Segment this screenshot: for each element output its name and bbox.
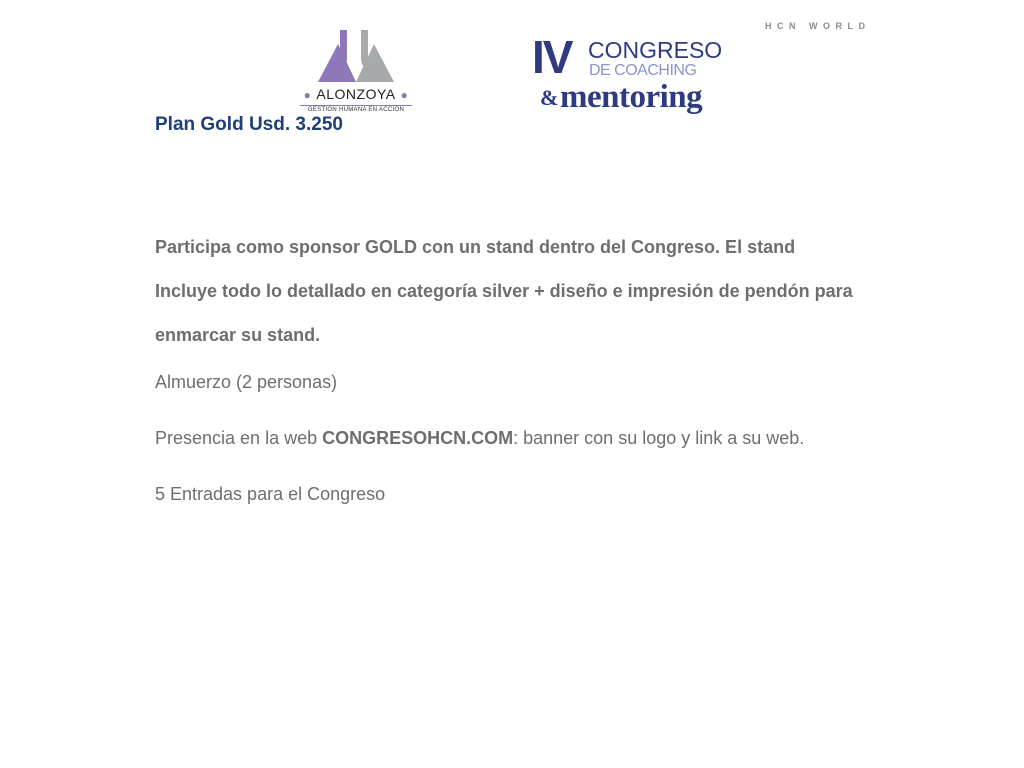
- congress-subtitle: DE COACHING: [589, 62, 697, 79]
- benefit-lunch: Almuerzo (2 personas): [155, 372, 338, 392]
- alonzoya-name: [296, 86, 416, 102]
- alonzoya-emblem-icon: [316, 28, 396, 84]
- bullet-icon: ●: [303, 88, 312, 102]
- alonzoya-tagline: GESTIÓN HUMANA EN ACCIÓN: [307, 107, 405, 113]
- alonzoya-divider: [300, 105, 412, 106]
- benefit-tickets: 5 Entradas para el Congreso: [155, 484, 386, 504]
- congress-word: CONGRESO: [588, 37, 723, 63]
- benefit-web-presence: [155, 428, 804, 449]
- alonzoya-logo: [296, 28, 416, 118]
- benefit-web-prefix: Presencia en la web: [155, 428, 323, 448]
- congress-logo: [532, 31, 742, 118]
- congress-mentoring: mentoring: [560, 79, 703, 115]
- congress-ampersand: &: [540, 85, 559, 110]
- bullet-icon: ●: [400, 88, 409, 102]
- plan-description: Participa como sponsor GOLD con un stand dentro del Congreso. El stand Incluye todo lo detallado en categoría silver + diseño e impresión de pendón para enmarcar su stand.: [155, 237, 853, 345]
- congress-edition-numeral: IV: [532, 31, 572, 83]
- benefit-web-site: CONGRESOHCN.COM: [322, 428, 514, 448]
- plan-title: Plan Gold Usd. 3.250: [155, 114, 343, 135]
- hcn-world-wordmark: HCN WORLD: [765, 21, 871, 31]
- benefit-web-suffix: : banner con su logo y link a su web.: [513, 428, 805, 448]
- alonzoya-name-text: ALONZOYA: [316, 86, 396, 102]
